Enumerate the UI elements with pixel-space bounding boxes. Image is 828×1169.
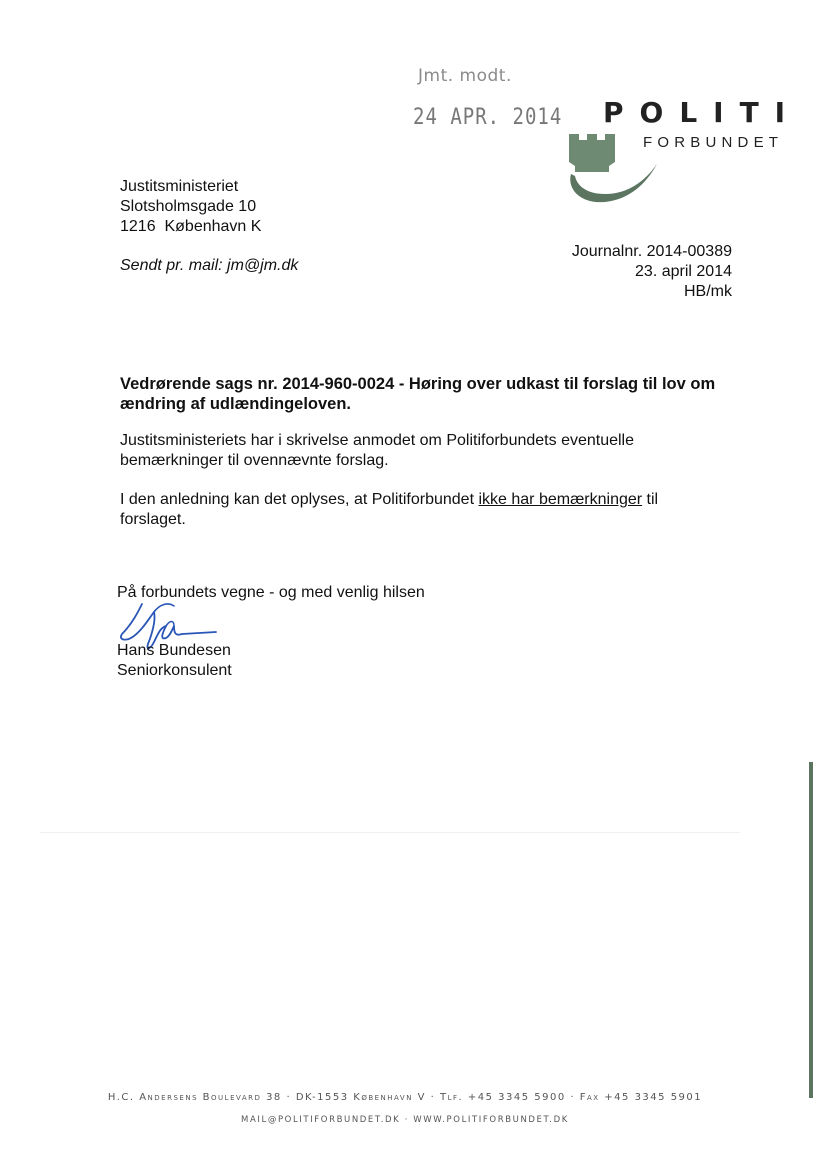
recipient-line-3: 1216 København K — [120, 218, 262, 235]
letter-subject: Vedrørende sags nr. 2014-960-0024 - Høring over udkast til forslag til lov om ændring af udlændingeloven. — [120, 375, 716, 413]
paragraph-2-text-before: I den anledning kan det oplyses, at Politiforbundet — [120, 491, 479, 508]
recipient-line-2: Slotsholmsgade 10 — [120, 198, 257, 215]
signer-block — [117, 641, 232, 681]
closing-greeting: På forbundets vegne - og med venlig hilsen — [117, 584, 425, 601]
paragraph-2-underlined: ikke har bemærkninger — [478, 491, 643, 508]
green-side-bar — [809, 762, 813, 1098]
body-paragraph-2 — [120, 490, 720, 530]
journal-info — [500, 242, 732, 302]
faint-divider — [40, 832, 740, 833]
politiforbundet-logo-icon — [565, 128, 665, 212]
signer-name: Hans Bundesen — [117, 642, 231, 659]
logo-subtitle: FORBUNDET — [643, 134, 784, 151]
signer-title: Seniorkonsulent — [117, 662, 232, 679]
footer-contact: MAIL@POLITIFORBUNDET.DK · WWW.POLITIFORBUNDET.DK — [241, 1115, 569, 1125]
recipient-address — [120, 177, 261, 237]
initials: HB/mk — [684, 283, 732, 300]
journal-number: Journalnr. 2014-00389 — [571, 243, 732, 260]
received-stamp-date: 24 APR. 2014 — [413, 104, 563, 130]
footer-address: H.C. Andersens Boulevard 38 · DK-1553 København V · Tlf. +45 3345 5900 · Fax +45 3345 5901 — [107, 1092, 703, 1103]
body-paragraph-1: Justitsministeriets har i skrivelse anmodet om Politiforbundets eventuelle bemærkninger til ovennævnte forslag. — [120, 432, 635, 469]
logo-title: POLITI — [603, 96, 802, 129]
paragraph-2-text-after: til forslaget. — [120, 491, 659, 528]
recipient-line-1: Justitsministeriet — [120, 178, 239, 195]
sent-via-mail: Sendt pr. mail: jm@jm.dk — [120, 257, 299, 274]
received-stamp-label: Jmt. modt. — [418, 66, 512, 86]
letter-date: 23. april 2014 — [635, 263, 732, 280]
